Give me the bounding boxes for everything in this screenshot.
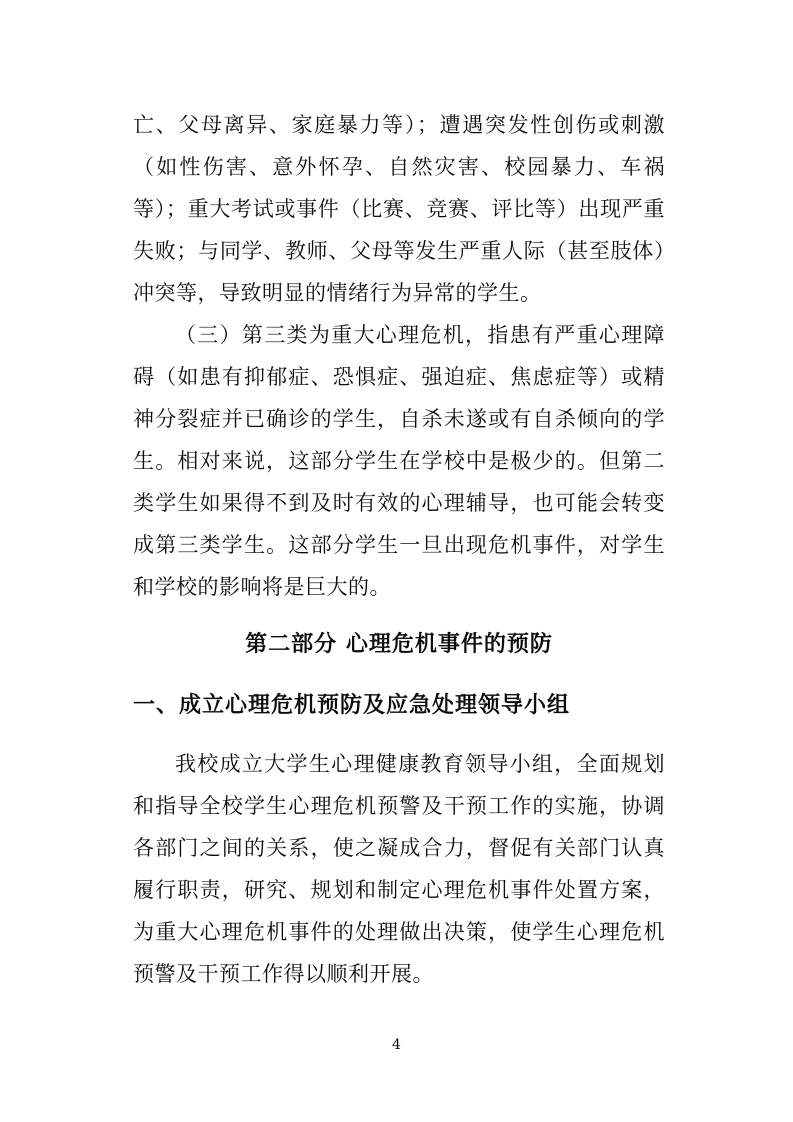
subsection-heading: 一、成立心理危机预防及应急处理领导小组	[133, 693, 571, 718]
page-number: 4	[392, 1037, 401, 1053]
paragraph-third-category: （三）第三类为重大心理危机，指患有严重心理障碍（如患有抑郁症、恐惧症、强迫症、焦虑症等）或精神分裂症并已确诊的学生，自杀未遂或有自杀倾向的学生。相对来说，这部分学生在学校中是极少的。但第二类学生如果得不到及时有效的心理辅导，也可能会转变成第三类学生。这部分学生一旦出现危机事件，对学生和学校的影响将是巨大的。	[133, 323, 665, 599]
paragraph-leading-group: 我校成立大学生心理健康教育领导小组，全面规划和指导全校学生心理危机预警及干预工作的实施，协调各部门之间的关系，使之凝成合力，督促有关部门认真履行职责，研究、规划和制定心理危机事件处置方案，为重大心理危机事件的处理做出决策，使学生心理危机预警及干预工作得以顺利开展。	[133, 752, 665, 986]
section-heading: 第二部分 心理危机事件的预防	[245, 632, 553, 657]
paragraph-continuation: 亡、父母离异、家庭暴力等）；遭遇突发性创伤或刺激（如性伤害、意外怀孕、自然灾害、校园暴力、车祸等）；重大考试或事件（比赛、竞赛、评比等）出现严重失败；与同学、教师、父母等发生严重人际（甚至肢体）冲突等，导致明显的情绪行为异常的学生。	[133, 113, 665, 305]
page-content	[133, 104, 665, 995]
